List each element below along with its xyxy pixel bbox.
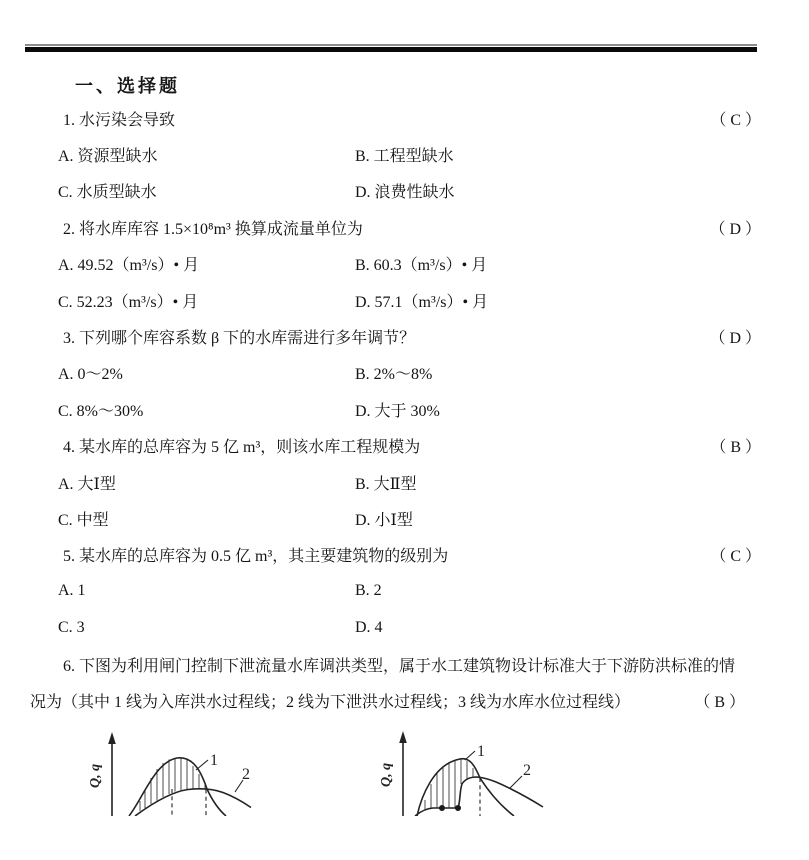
question-5-text: 5. 某水库的总库容为 0.5 亿 m³，其主要建筑物的级别为 <box>63 548 449 566</box>
question-4 <box>30 428 775 537</box>
question-5-option-d: D. 4 <box>355 618 383 636</box>
question-4-option-b: B. 大Ⅱ型 <box>355 475 417 493</box>
curve-1-leader <box>196 760 208 770</box>
question-2-option-c: C. 52.23（m³/s）• 月 <box>58 293 199 311</box>
y-axis-label: Q, q <box>379 762 394 787</box>
question-3-option-a: A. 0～2% <box>58 366 123 384</box>
curve-2-label: 2 <box>523 761 531 779</box>
curve-1-leader <box>465 751 475 760</box>
question-4-option-a: A. 大Ⅰ型 <box>58 475 116 493</box>
top-double-rule <box>25 44 757 52</box>
question-1 <box>30 100 775 209</box>
question-1-text: 1. 水污染会导致 <box>63 111 176 129</box>
question-1-option-a: A. 资源型缺水 <box>58 148 158 166</box>
y-axis-label: Q, q <box>88 763 103 788</box>
curve-2-leader <box>510 776 522 788</box>
right-hydrograph-figure <box>377 726 649 816</box>
outflow-curve-2 <box>415 777 543 816</box>
question-1-option-d: D. 浪费性缺水 <box>355 184 455 202</box>
question-2-answer: （ D ） <box>709 220 761 238</box>
question-6-text-line2: 况为（其中 1 线为入库洪水过程线；2 线为下泄洪水过程线；3 线为水库水位过程线） <box>30 693 631 711</box>
y-axis-arrow-icon <box>108 732 116 744</box>
left-hydrograph-figure <box>85 726 357 816</box>
question-5 <box>30 537 775 646</box>
question-2 <box>30 209 775 318</box>
question-6 <box>30 646 775 719</box>
question-3-answer: （ D ） <box>709 330 761 348</box>
question-1-option-b: B. 工程型缺水 <box>355 148 454 166</box>
question-6-answer: （ B ） <box>694 693 745 711</box>
question-5-option-c: C. 3 <box>58 618 85 636</box>
question-4-option-c: C. 中型 <box>58 511 109 529</box>
question-4-answer: （ B ） <box>710 439 761 457</box>
question-2-option-a: A. 49.52（m³/s）• 月 <box>58 257 200 275</box>
curve-1-label: 1 <box>477 742 485 760</box>
hydrograph-figures <box>85 726 809 816</box>
question-2-option-b: B. 60.3（m³/s）• 月 <box>355 257 488 275</box>
question-3-option-c: C. 8%～30% <box>58 402 144 420</box>
question-3 <box>30 318 775 427</box>
question-2-option-d: D. 57.1（m³/s）• 月 <box>355 293 489 311</box>
hatch-lines <box>425 759 473 810</box>
question-1-answer: （ C ） <box>710 111 761 129</box>
rule-thick-line <box>25 47 757 52</box>
question-3-text: 3. 下列哪个库容系数 β 下的水库需进行多年调节？ <box>63 330 416 348</box>
curve-1-label: 1 <box>210 751 218 769</box>
question-5-option-a: A. 1 <box>58 582 86 600</box>
outflow-curve-2 <box>135 788 251 815</box>
question-1-option-c: C. 水质型缺水 <box>58 184 157 202</box>
question-3-option-b: B. 2%～8% <box>355 366 433 384</box>
question-5-answer: （ C ） <box>710 548 761 566</box>
question-5-option-b: B. 2 <box>355 582 382 600</box>
gate-dot <box>455 805 461 811</box>
question-4-option-d: D. 小Ⅰ型 <box>355 511 413 529</box>
y-axis-arrow-icon <box>399 731 407 743</box>
curve-2-label: 2 <box>242 765 250 783</box>
question-2-text: 2. 将水库库容 1.5×10⁸m³ 换算成流量单位为 <box>63 220 363 238</box>
gate-dot <box>439 805 445 811</box>
question-3-option-d: D. 大于 30% <box>355 402 440 420</box>
question-4-text: 4. 某水库的总库容为 5 亿 m³，则该水库工程规模为 <box>63 439 421 457</box>
section-heading: 一、选择题 <box>75 76 180 96</box>
questions-list <box>30 100 775 719</box>
question-6-text-line1: 6. 下图为利用闸门控制下泄流量水库调洪类型，属于水工建筑物设计标准大于下游防洪标准的情 <box>63 657 736 675</box>
